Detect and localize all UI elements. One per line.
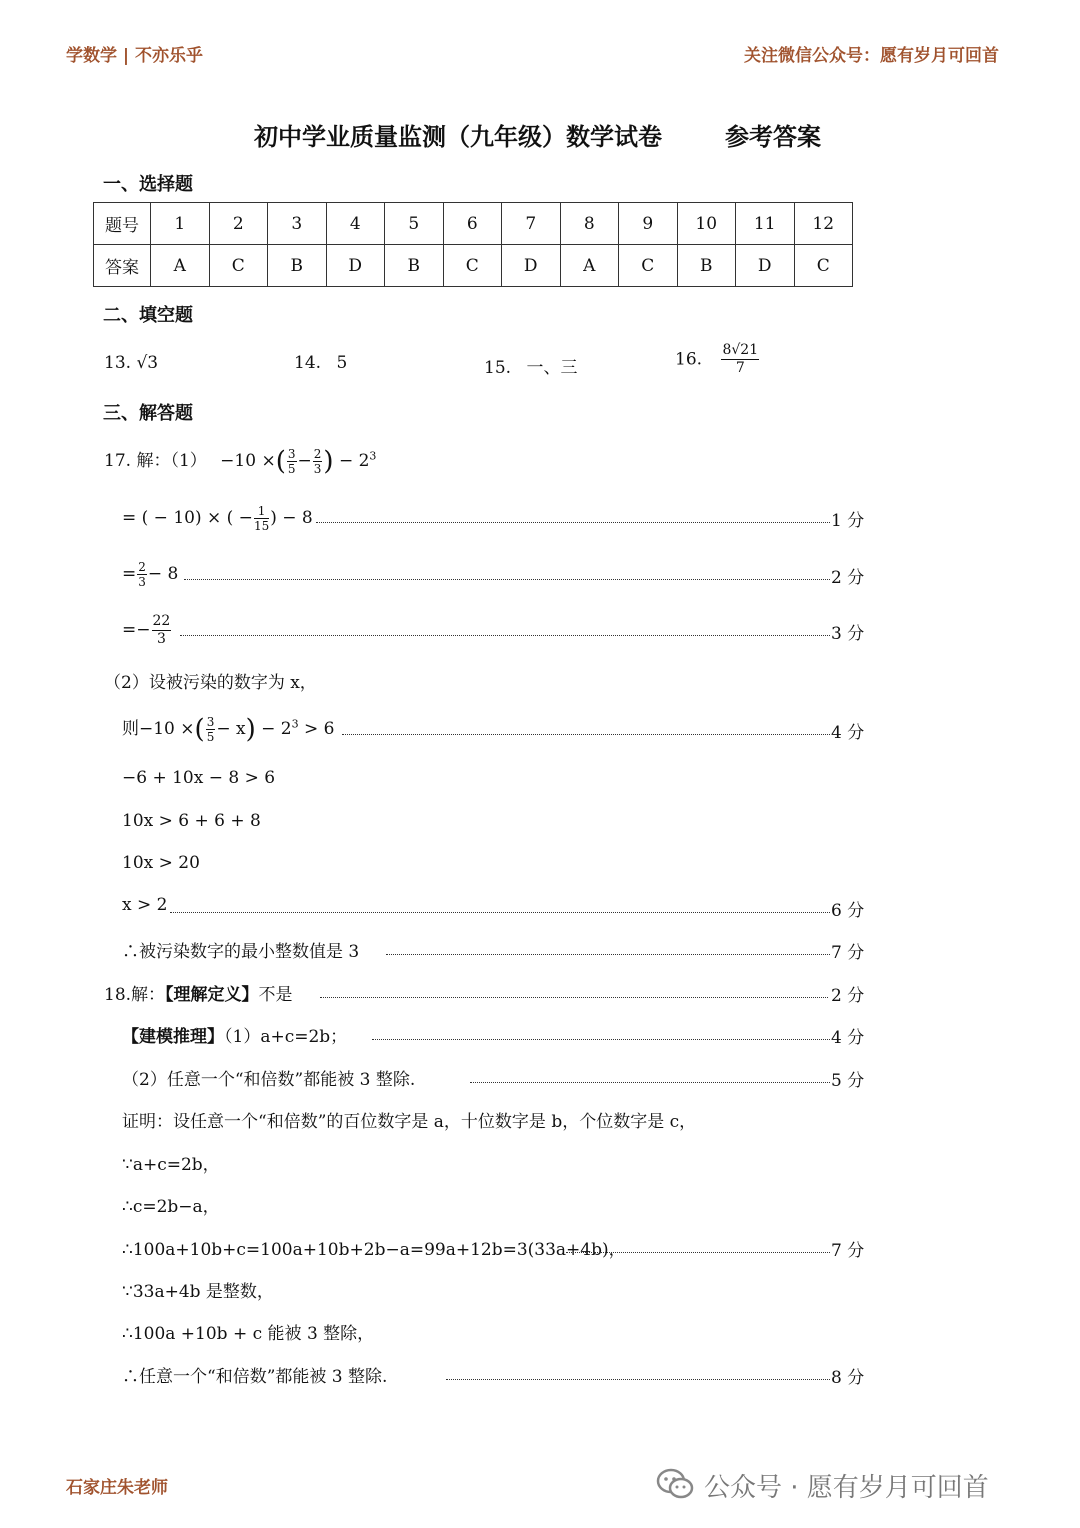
table-cell: 5 — [385, 203, 444, 245]
answer-value: √3 — [136, 353, 159, 373]
question-number: 16. — [675, 349, 703, 370]
wechat-icon — [656, 1466, 694, 1506]
table-cell: 7 — [502, 203, 561, 245]
score: 4 分 — [831, 1028, 865, 1048]
q17-step8: x > 2 — [122, 895, 168, 915]
expr: − 2 — [338, 451, 370, 471]
leader-dots — [184, 579, 830, 580]
q18-proof: 证明：设任意一个“和倍数”的百位数字是 a，十位数字是 b，个位数字是 c， — [122, 1112, 697, 1132]
answer-table — [93, 202, 853, 287]
header-right: 关注微信公众号：愿有岁月可回首 — [744, 46, 999, 66]
leader-dots — [372, 1039, 830, 1040]
tag-modeling: 【建模推理】 — [122, 1027, 224, 1047]
score: 8 分 — [831, 1368, 865, 1388]
table-cell: 答案 — [94, 245, 151, 287]
fill-14 — [294, 353, 347, 373]
q18-line3: （2）任意一个“和倍数”都能被 3 整除. — [122, 1070, 416, 1090]
question-number: 14. — [294, 353, 322, 373]
q17-step5: −6 + 10x − 8 > 6 — [122, 768, 276, 788]
tag-definition: 【理解定义】 — [165, 985, 259, 1005]
section-fill: 二、填空题 — [103, 305, 193, 326]
fraction: $\frac{2}{3}$ — [138, 560, 146, 589]
table-cell: 题号 — [94, 203, 151, 245]
exponent: 3 — [369, 449, 377, 463]
expr: ) − 8 — [270, 508, 313, 528]
leader-dots — [446, 1379, 830, 1380]
table-cell: 6 — [443, 203, 502, 245]
label: 17. 解：（1） — [104, 451, 207, 471]
table-row-answers — [94, 245, 853, 287]
leader-dots — [386, 954, 830, 955]
page-title-answer: 参考答案 — [725, 123, 821, 151]
q18-because1: ∵a+c=2b， — [122, 1155, 220, 1175]
score: 7 分 — [831, 1241, 865, 1261]
table-cell: 4 — [326, 203, 385, 245]
table-cell: C — [794, 245, 853, 287]
q18-line2 — [122, 1022, 347, 1047]
answer: （1）a+c=2b； — [224, 1027, 348, 1047]
leader-dots — [180, 635, 830, 636]
fraction: $\frac{3}{5}$ — [287, 447, 296, 476]
exponent: 3 — [291, 717, 299, 731]
leader-dots — [342, 734, 830, 735]
table-cell: B — [385, 245, 444, 287]
table-cell: C — [619, 245, 678, 287]
table-cell: 11 — [736, 203, 795, 245]
q18-line1 — [104, 980, 293, 1005]
table-cell: 3 — [268, 203, 327, 245]
question-number: 13. — [104, 353, 132, 373]
score: 2 分 — [831, 986, 865, 1006]
table-cell: 12 — [794, 203, 853, 245]
expr: − x — [216, 719, 246, 739]
q18-because2: ∵33a+4b 是整数， — [122, 1282, 274, 1302]
table-cell: 8 — [560, 203, 619, 245]
q18-conclusion: ∴任意一个“和倍数”都能被 3 整除. — [122, 1367, 388, 1387]
header-left: 学数学 | 不亦乐乎 — [66, 46, 204, 66]
expr: = ( − 10) × ( − — [122, 508, 253, 528]
table-cell: D — [326, 245, 385, 287]
answer: 不是 — [258, 985, 293, 1005]
q17-step3 — [122, 613, 172, 648]
table-cell: A — [560, 245, 619, 287]
table-cell: C — [443, 245, 502, 287]
fraction — [721, 342, 759, 377]
question-number: 15. — [484, 358, 512, 378]
score: 3 分 — [831, 624, 865, 644]
fill-15 — [484, 353, 577, 378]
table-cell: C — [209, 245, 268, 287]
score: 7 分 — [831, 943, 865, 963]
footer-author: 石家庄朱老师 — [66, 1478, 168, 1498]
score: 2 分 — [831, 568, 865, 588]
table-cell: D — [736, 245, 795, 287]
expr: − 8 — [147, 564, 179, 584]
fraction: $\frac{1}{15}$ — [253, 504, 270, 533]
expr: =− — [122, 620, 151, 640]
leader-dots — [170, 912, 830, 913]
table-cell: D — [502, 245, 561, 287]
expr: > 6 — [304, 719, 335, 739]
leader-dots — [470, 1082, 830, 1083]
q18-therefore1: ∴c=2b−a， — [122, 1197, 220, 1217]
expr: − 2 — [261, 719, 292, 739]
fill-16 — [675, 342, 760, 377]
section-solve: 三、解答题 — [103, 403, 193, 424]
label: 18.解： — [104, 985, 166, 1005]
watermark: 公众号 · 愿有岁月可回首 — [704, 1473, 989, 1503]
table-cell: B — [268, 245, 327, 287]
score: 4 分 — [831, 723, 865, 743]
fraction: $\frac{22}{3}$ — [152, 613, 171, 647]
table-row-numbers — [94, 203, 853, 245]
page-title: 初中学业质量监测（九年级）数学试卷 — [254, 123, 662, 151]
q18-therefore3: ∴100a +10b + c 能被 3 整除， — [122, 1324, 375, 1344]
table-cell: 1 — [151, 203, 210, 245]
score: 6 分 — [831, 901, 865, 921]
answer-value: 一、三 — [526, 358, 578, 378]
score: 1 分 — [831, 511, 865, 531]
q17-step7: 10x > 20 — [122, 853, 200, 873]
fill-13 — [104, 353, 158, 373]
q17-step4: 则−10 ×( $\frac{3}{5}$ − $x) - 2^3 > 6$ — [122, 714, 335, 745]
expr: −10 × — [220, 451, 276, 471]
q17-intro: 17. 解：（1） −10 ×( $\frac{3}{5}$ − $\frac{2}{3}$ ) − $2^3$ — [104, 446, 377, 477]
expr: = — [122, 564, 137, 584]
q17-step1 — [122, 504, 313, 533]
table-cell: 10 — [677, 203, 736, 245]
q18-therefore2: ∴100a+10b+c=100a+10b+2b−a=99a+12b=3(33a+4b)， — [122, 1240, 626, 1260]
section-choice: 一、选择题 — [103, 174, 193, 195]
leader-dots — [320, 997, 828, 998]
q17-step6: 10x > 6 + 6 + 8 — [122, 811, 261, 831]
q17-step2 — [122, 560, 178, 589]
q17-conclusion: ∴被污染数字的最小整数值是 3 — [122, 942, 360, 962]
fraction: $\frac{3}{5}$ — [206, 715, 215, 744]
leader-dots — [316, 522, 830, 523]
score: 5 分 — [831, 1071, 865, 1091]
table-cell: 9 — [619, 203, 678, 245]
leader-dots — [566, 1252, 830, 1253]
table-cell: B — [677, 245, 736, 287]
table-cell: 2 — [209, 203, 268, 245]
expr: 则−10 × — [122, 719, 195, 739]
denominator: 7 — [735, 360, 745, 376]
numerator: 8√21 — [722, 342, 759, 358]
fraction: $\frac{2}{3}$ — [313, 447, 322, 476]
table-cell: A — [151, 245, 210, 287]
q17-part2: （2）设被污染的数字为 x， — [104, 673, 317, 693]
answer-value: 5 — [336, 353, 348, 373]
